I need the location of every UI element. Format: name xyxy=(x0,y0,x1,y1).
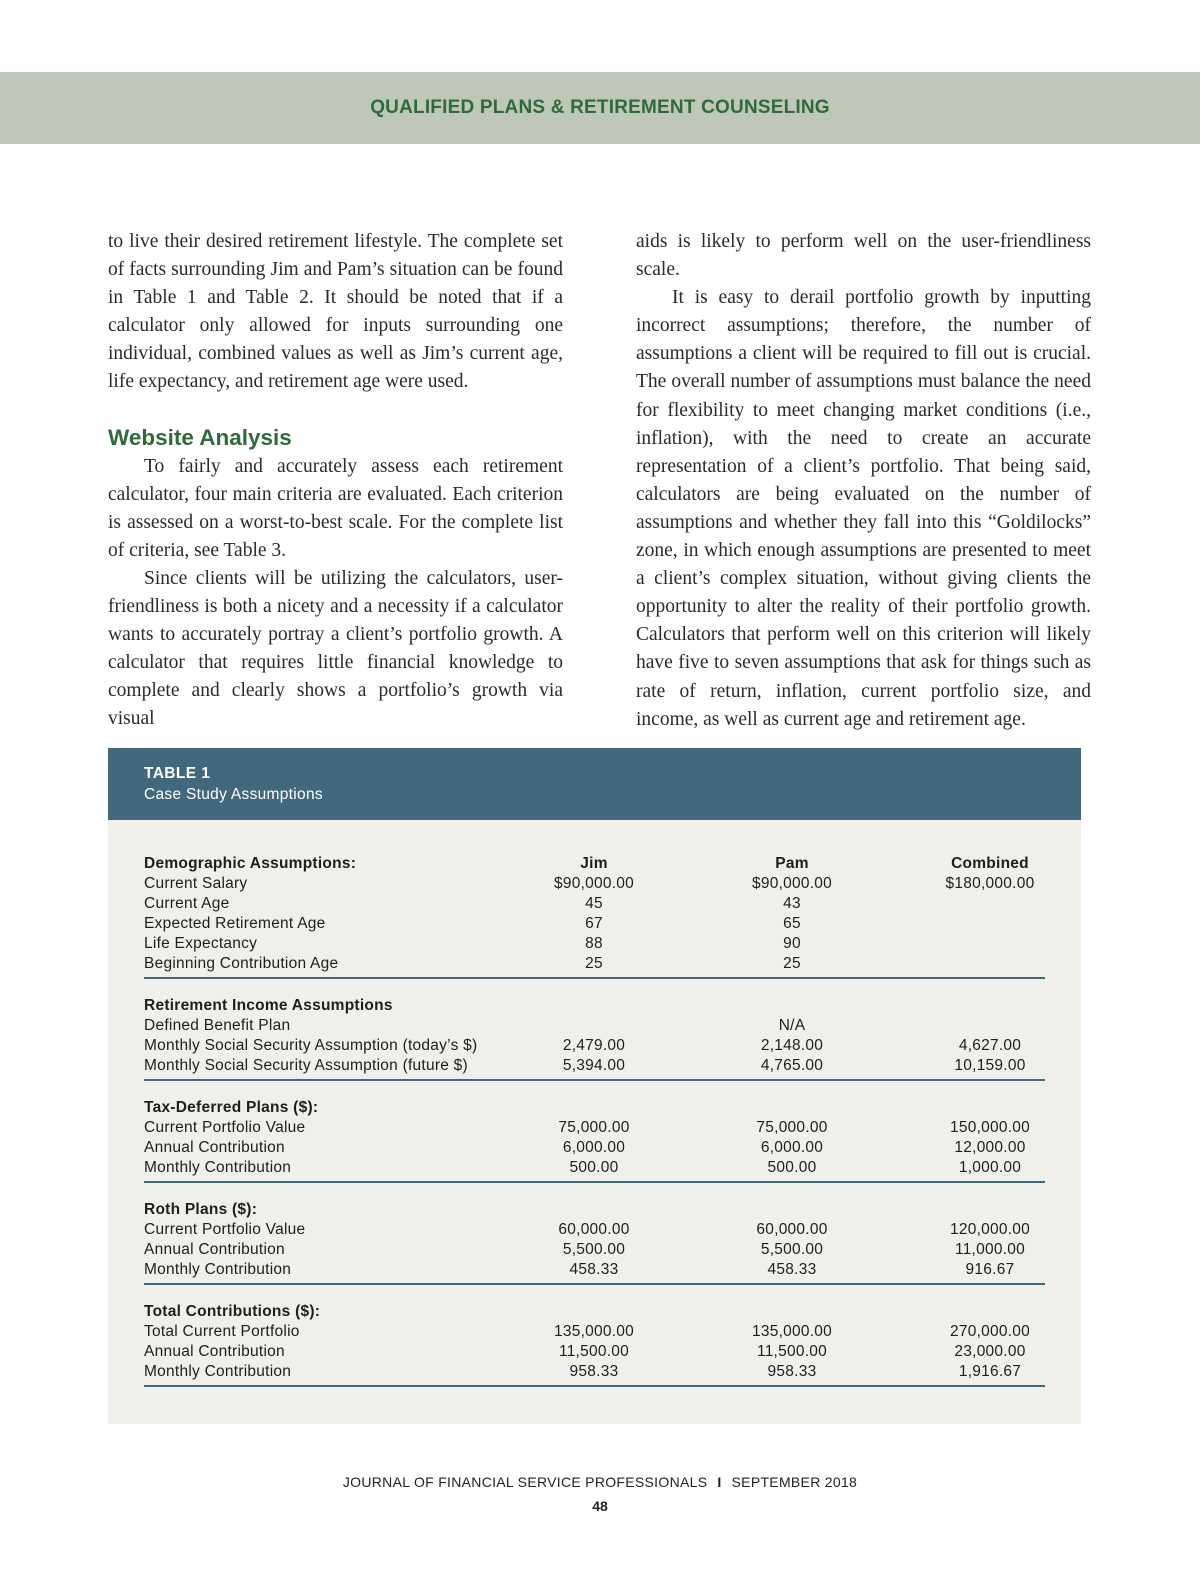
row-label: Monthly Contribution xyxy=(144,1261,292,1278)
table-row xyxy=(144,914,1045,934)
table-group-header-row xyxy=(144,1098,1045,1118)
table-cell: 5,500.00 xyxy=(760,1241,824,1258)
left-paragraph-2: To fairly and accurately assess each retirement calculator, four main criteria are evaluated. Each criterion is assessed on a worst-to-best scale. For the complete list of criteria, see Table 3. xyxy=(108,455,563,561)
left-column xyxy=(108,228,563,734)
table-cell: 4,627.00 xyxy=(958,1037,1022,1054)
left-paragraph-1: to live their desired retirement lifestyle. The complete set of facts surrounding Jim and Pam’s situation can be found in Table 1 and Table 2. It should be noted that if a calculator only allowed for inputs surrounding one individual, combined values as well as Jim’s current age, life expectancy, and retirement age were used. xyxy=(108,231,563,393)
table-row xyxy=(144,1260,1045,1280)
table-row xyxy=(144,1158,1045,1178)
table-row xyxy=(144,1016,1045,1036)
table-cell: 916.67 xyxy=(965,1261,1015,1278)
table-group xyxy=(144,996,1045,1081)
table-cell: 958.33 xyxy=(569,1363,619,1380)
table-cell: 75,000.00 xyxy=(756,1119,828,1136)
table-cell: $90,000.00 xyxy=(751,875,833,892)
table-cell: 90 xyxy=(783,935,801,952)
table-cell: Pam xyxy=(775,855,809,872)
right-paragraph-1: aids is likely to perform well on the user-friendliness scale. xyxy=(636,231,1091,281)
table-cell: 10,159.00 xyxy=(954,1057,1026,1074)
table-cell: 458.33 xyxy=(767,1261,817,1278)
table-1 xyxy=(108,748,1081,1424)
table-row xyxy=(144,1118,1045,1138)
table-cell: 60,000.00 xyxy=(558,1221,630,1238)
table-group xyxy=(144,1302,1045,1387)
table-cell: 5,394.00 xyxy=(562,1057,626,1074)
table-row xyxy=(144,874,1045,894)
table-group-header-row xyxy=(144,1302,1045,1322)
table-cell: N/A xyxy=(778,1017,806,1034)
table-group-header-row xyxy=(144,1200,1045,1220)
right-paragraph-2: It is easy to derail portfolio growth by inputting incorrect assumptions; therefore, the number of assumptions a client will be required to fill out is crucial. The overall number of assumptions must balance the need for flexibility to meet changing market conditions (i.e., inflation), with the need to create an accurate representation of a client’s portfolio. That being said, calculators are being evaluated on the number of assumptions and whether they fall into this “Goldilocks” zone, in which enough assumptions are presented to meet a client’s complex situation, without giving clients the opportunity to alter the reality of their portfolio growth. Calculators that perform well on this criterion will likely have five to seven assumptions that ask for things such as rate of return, inflation, current portfolio size, and income, as well as current age and retirement age. xyxy=(636,287,1091,730)
table-cell: 11,500.00 xyxy=(756,1343,828,1360)
section-heading: Website Analysis xyxy=(108,424,292,450)
row-label: Current Portfolio Value xyxy=(144,1119,306,1136)
running-header xyxy=(0,72,1200,144)
table-group xyxy=(144,1098,1045,1183)
table-row xyxy=(144,894,1045,914)
table-group xyxy=(144,1200,1045,1285)
table-row xyxy=(144,1342,1045,1362)
table-cell: 45 xyxy=(585,895,603,912)
row-label: Annual Contribution xyxy=(144,1139,285,1156)
right-column xyxy=(636,228,1091,734)
table-row xyxy=(144,1220,1045,1240)
table-cell: Combined xyxy=(951,855,1029,872)
table-cell: 12,000.00 xyxy=(954,1139,1026,1156)
issue-date: SEPTEMBER 2018 xyxy=(731,1474,858,1490)
journal-name: JOURNAL OF FINANCIAL SERVICE PROFESSIONALS xyxy=(342,1474,708,1490)
row-label: Current Salary xyxy=(144,875,248,892)
table-cell: 6,000.00 xyxy=(760,1139,824,1156)
page-footer xyxy=(0,1474,1200,1490)
row-label: Current Portfolio Value xyxy=(144,1221,306,1238)
table-cell: 500.00 xyxy=(767,1159,817,1176)
table-cell: 5,500.00 xyxy=(562,1241,626,1258)
table-row xyxy=(144,1036,1045,1056)
table-group xyxy=(144,854,1045,979)
table-row xyxy=(144,1362,1045,1382)
table-cell: 135,000.00 xyxy=(751,1323,833,1340)
table-row xyxy=(144,1056,1045,1076)
row-label: Annual Contribution xyxy=(144,1241,285,1258)
row-label: Demographic Assumptions: xyxy=(144,855,357,872)
table-cell: 88 xyxy=(585,935,603,952)
table-cell: 270,000.00 xyxy=(949,1323,1031,1340)
row-label: Roth Plans ($): xyxy=(144,1201,258,1218)
table-label: TABLE 1 xyxy=(144,765,211,782)
table-cell: 1,916.67 xyxy=(958,1363,1022,1380)
table-cell: 23,000.00 xyxy=(954,1343,1026,1360)
table-cell: 67 xyxy=(585,915,603,932)
table-group-header-row xyxy=(144,996,1045,1016)
table-cell: 43 xyxy=(783,895,801,912)
table-row xyxy=(144,954,1045,974)
row-label: Monthly Social Security Assumption (today’s $) xyxy=(144,1037,478,1054)
table-row xyxy=(144,934,1045,954)
table-cell: 25 xyxy=(783,955,801,972)
table-cell: 25 xyxy=(585,955,603,972)
table-row xyxy=(144,1322,1045,1342)
row-label: Defined Benefit Plan xyxy=(144,1017,291,1034)
table-cell: 60,000.00 xyxy=(756,1221,828,1238)
row-label: Retirement Income Assumptions xyxy=(144,997,393,1014)
table-cell: $90,000.00 xyxy=(553,875,635,892)
table-cell: 458.33 xyxy=(569,1261,619,1278)
table-cell: Jim xyxy=(580,855,608,872)
table-cell: 150,000.00 xyxy=(949,1119,1031,1136)
table-group-header-row xyxy=(144,854,1045,874)
left-paragraph-3: Since clients will be utilizing the calculators, user-friendliness is both a nicety and a necessity if a calculator wants to accurately portray a client’s portfolio growth. A calculator that requires little financial knowledge to complete and clearly shows a portfolio’s growth via visual xyxy=(108,567,563,730)
row-label: Total Current Portfolio xyxy=(144,1323,300,1340)
table-cell: 120,000.00 xyxy=(949,1221,1031,1238)
row-label: Annual Contribution xyxy=(144,1343,285,1360)
footer-separator: I xyxy=(717,1474,722,1490)
table-cell: $180,000.00 xyxy=(945,875,1035,892)
table-cell: 6,000.00 xyxy=(562,1139,626,1156)
row-label: Monthly Contribution xyxy=(144,1159,292,1176)
table-row xyxy=(144,1240,1045,1260)
table-cell: 11,500.00 xyxy=(558,1343,630,1360)
row-label: Monthly Contribution xyxy=(144,1363,292,1380)
table-cell: 1,000.00 xyxy=(958,1159,1022,1176)
row-label: Expected Retirement Age xyxy=(144,915,326,932)
table-cell: 2,479.00 xyxy=(562,1037,626,1054)
running-header-title: QUALIFIED PLANS & RETIREMENT COUNSELING xyxy=(370,97,830,118)
table-caption: Case Study Assumptions xyxy=(144,786,323,803)
table-cell: 2,148.00 xyxy=(760,1037,824,1054)
table-title-bar xyxy=(108,748,1081,820)
row-label: Total Contributions ($): xyxy=(144,1303,321,1320)
row-label: Monthly Social Security Assumption (future $) xyxy=(144,1057,468,1074)
table-row xyxy=(144,1138,1045,1158)
page-number: 48 xyxy=(592,1498,608,1514)
row-label: Life Expectancy xyxy=(144,935,258,952)
table-cell: 11,000.00 xyxy=(954,1241,1026,1258)
row-label: Tax-Deferred Plans ($): xyxy=(144,1099,319,1116)
table-cell: 75,000.00 xyxy=(558,1119,630,1136)
table-cell: 4,765.00 xyxy=(760,1057,824,1074)
table-cell: 500.00 xyxy=(569,1159,619,1176)
table-cell: 65 xyxy=(783,915,801,932)
table-data xyxy=(144,854,1045,1404)
row-label: Current Age xyxy=(144,895,230,912)
table-cell: 135,000.00 xyxy=(553,1323,635,1340)
row-label: Beginning Contribution Age xyxy=(144,955,339,972)
table-cell: 958.33 xyxy=(767,1363,817,1380)
